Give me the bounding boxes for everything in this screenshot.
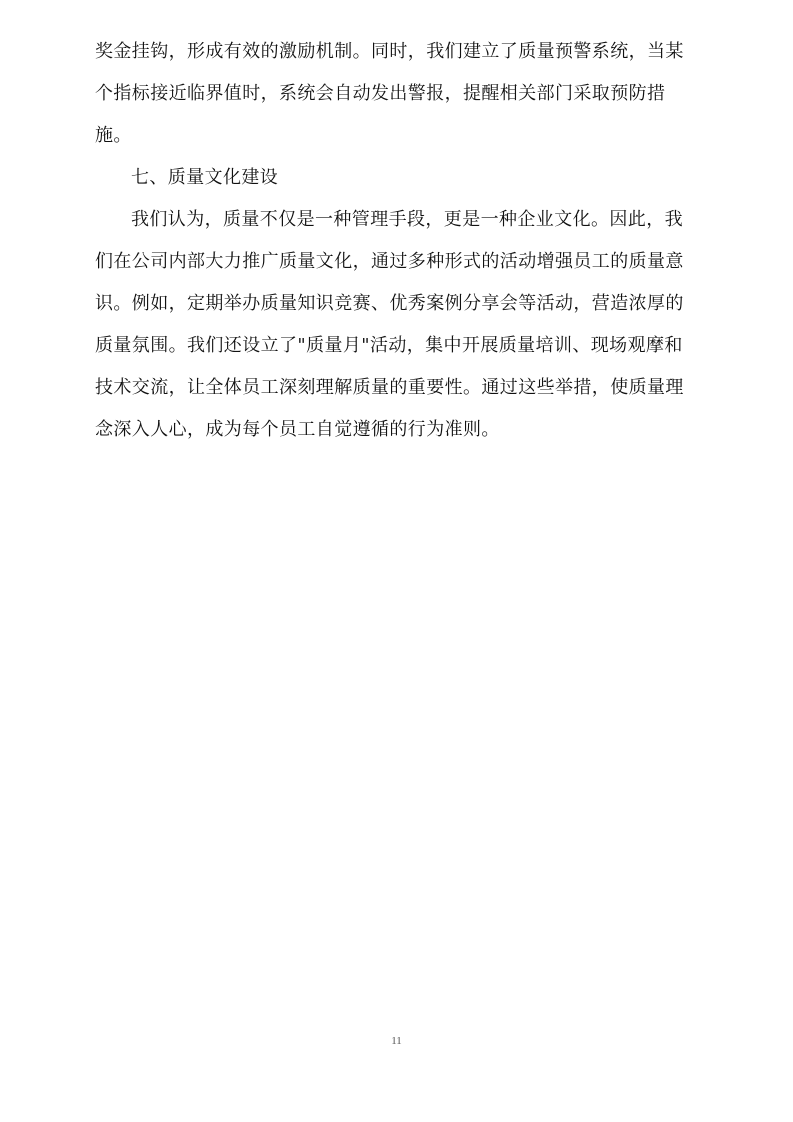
paragraph-line: 个指标接近临界值时，系统会自动发出警报，提醒相关部门采取预防措 <box>95 83 666 104</box>
paragraph-line: 施。 <box>95 125 132 146</box>
paragraph-line: 质量氛围。我们还设立了"质量月"活动，集中开展质量培训、现场观摩和 <box>95 335 683 356</box>
paragraph-line: 技术交流，让全体员工深刻理解质量的重要性。通过这些举措，使质量理 <box>95 377 684 398</box>
page-number: 11 <box>391 1035 402 1047</box>
paragraph-line: 识。例如，定期举办质量知识竞赛、优秀案例分享会等活动，营造浓厚的 <box>95 293 684 314</box>
paragraph-line: 念深入人心，成为每个员工自觉遵循的行为准则。 <box>95 419 500 440</box>
paragraph-line: 们在公司内部大力推广质量文化，通过多种形式的活动增强员工的质量意 <box>95 251 684 272</box>
paragraph-line: 奖金挂钩，形成有效的激励机制。同时，我们建立了质量预警系统，当某 <box>95 41 684 62</box>
paragraph-line: 我们认为，质量不仅是一种管理手段，更是一种企业文化。因此，我 <box>131 209 683 230</box>
section-heading: 七、质量文化建设 <box>131 167 279 188</box>
